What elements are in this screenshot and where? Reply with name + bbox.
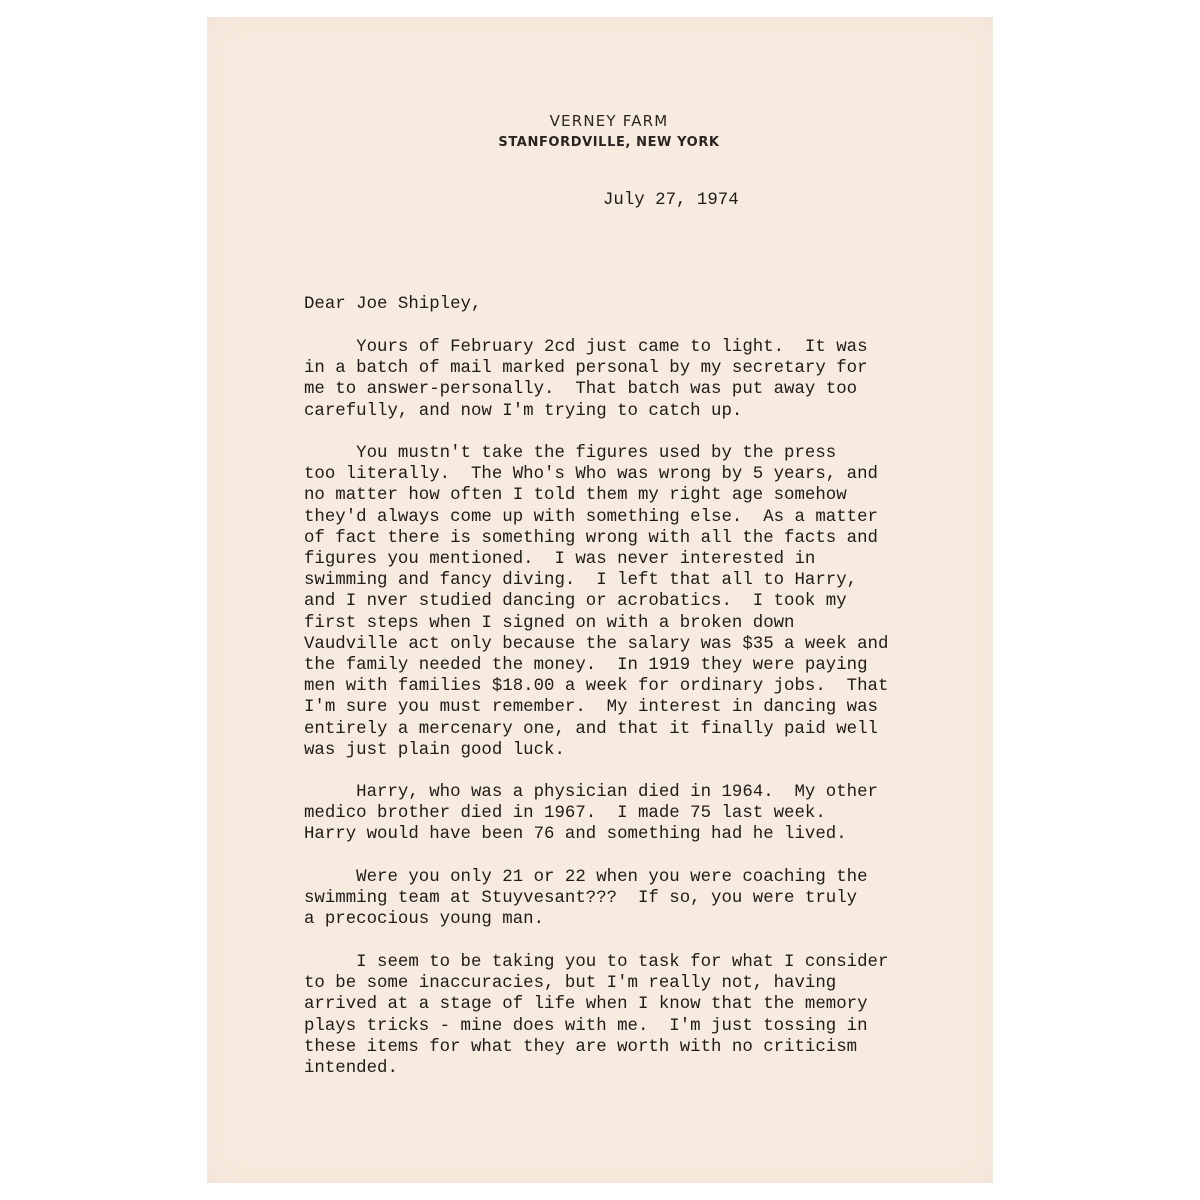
letter-paragraph: Yours of February 2cd just came to light. It was in a batch of mail marked personal by my secretary for me to answer-personally. That batch was put away too carefully, and now I'm trying to catch up. [304, 338, 868, 421]
letter-paragraph: Were you only 21 or 22 when you were coaching the swimming team at Stuyvesant??? If so, you were truly a precocious young man. [304, 868, 868, 930]
letterhead-name: VERNEY FARM [549, 112, 669, 130]
letter-paragraph: You mustn't take the figures used by the press too literally. The Who's Who was wrong by 5 years, and no matter how often I told them my right age somehow they'd always come up with something else. As a matter of fact there is something wrong with all the facts and figures you mentioned. I was never interested in swimming and fancy diving. I left that all to Harry, and I nver studied dancing or acrobatics. I took my first steps when I signed on with a broken down Vaudville act only because the salary was $35 a week and the family needed the money. In 1919 they were paying men with families $18.00 a week for ordinary jobs. That I'm sure you must remember. My interest in dancing was entirely a mercenary one, and that it finally paid well was just plain good luck. [304, 444, 889, 760]
letterhead-location: STANFORDVILLE, NEW YORK [498, 135, 720, 150]
letter-date: July 27, 1974 [603, 191, 739, 210]
letter-page [207, 17, 993, 1183]
letter-salutation: Dear Joe Shipley, [304, 295, 482, 314]
letter-paragraph: I seem to be taking you to task for what I consider to be some inaccuracies, but I'm really not, having arrived at a stage of life when I know that the memory plays tricks - mine does with me. I'm just tossing in these items for what they are worth with no criticism intended. [304, 953, 889, 1079]
letter-paragraph: Harry, who was a physician died in 1964. My other medico brother died in 1967. I made 75 last week. Harry would have been 76 and something had he lived. [304, 783, 878, 845]
